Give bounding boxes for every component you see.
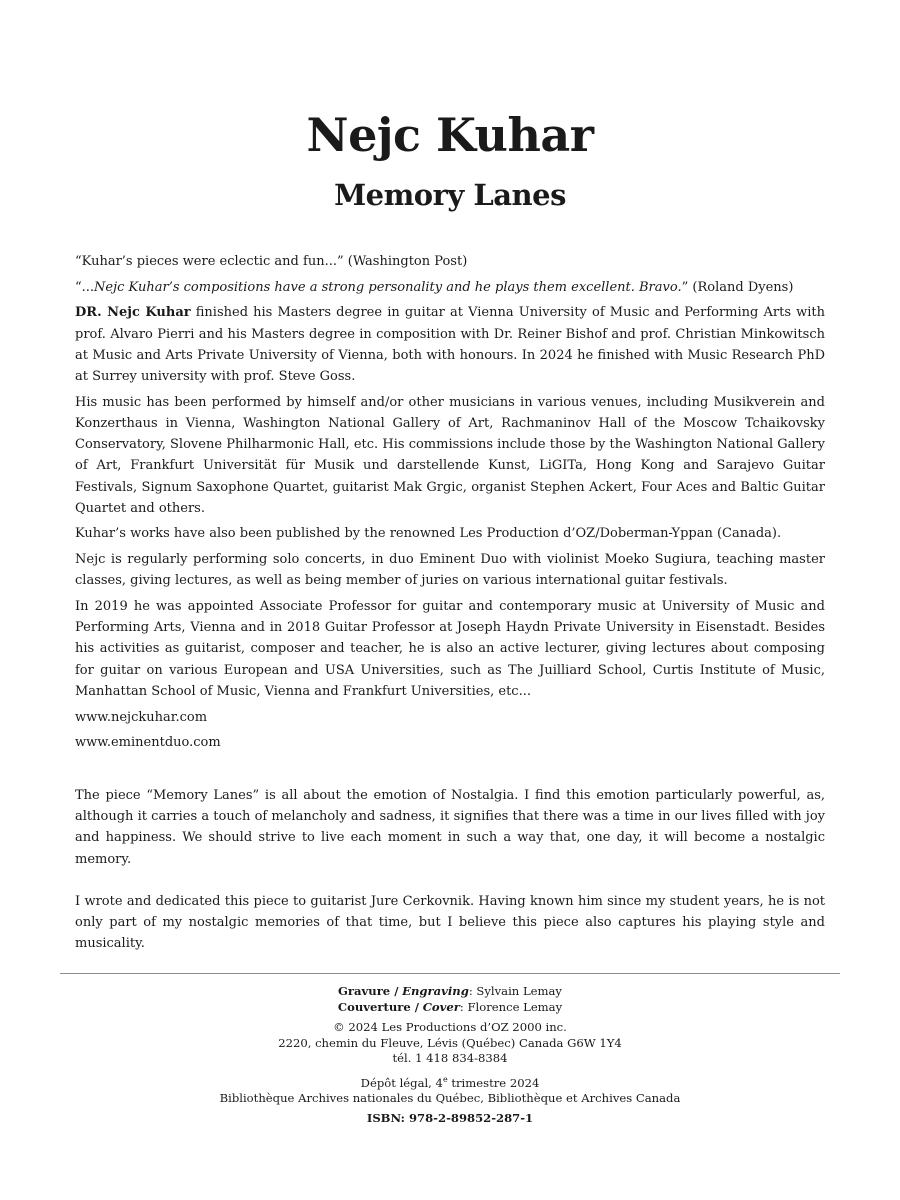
engraving-label-en: Engraving <box>402 984 469 998</box>
publisher-address: 2220, chemin du Fleuve, Lévis (Québec) Canada G6W 1Y4 <box>278 1035 622 1050</box>
piece-title: Memory Lanes <box>334 178 566 212</box>
program-note-paragraph-2: I wrote and dedicated this piece to guitarist Jure Cerkovnik. Having known him since my student years, he is not only part of my nostalgic memories of that time, but I believe this piece also captures his playing style and musicality. <box>75 893 825 952</box>
bio-name-lead: DR. Nejc Kuhar <box>75 305 191 321</box>
website-link-nejckuhar[interactable]: www.nejckuhar.com <box>75 709 208 725</box>
credits-block <box>0 984 900 1127</box>
program-note-paragraph-1: The piece “Memory Lanes” is all about the emotion of Nostalgia. I find this emotion particularly powerful, as, although it carries a touch of melancholy and sadness, it signifies that there was a time in our lives filled with joy and happiness. We should strive to live each moment in such a way that, one day, it will become a nostalgic memory. <box>75 788 825 867</box>
bio-paragraph-education <box>75 302 825 387</box>
isbn <box>0 1111 900 1127</box>
legal-deposit <box>0 1072 900 1091</box>
quote-source: (Washington Post) <box>347 254 468 269</box>
engraving-label-fr: Gravure / <box>338 984 399 998</box>
engraving-name: : Sylvain Lemay <box>468 984 562 998</box>
cover-name: : Florence Lemay <box>459 999 563 1014</box>
quote-roland-dyens <box>75 277 825 298</box>
archives-line: Bibliothèque Archives nationales du Québec, Bibliothèque et Archives Canada <box>219 1090 681 1105</box>
isbn-text: ISBN: 978-2-89852-287-1 <box>366 1111 534 1126</box>
program-note-section <box>75 785 825 975</box>
quote-washington-post <box>75 251 825 272</box>
cover-label-fr: Couverture / <box>337 999 420 1014</box>
bio-paragraph-publishing: Kuhar’s works have also been published by the renowned Les Production d’OZ/Doberman-Yppan (Canada). <box>75 526 782 542</box>
quote-open-mark: “... <box>75 279 95 295</box>
quote-text: “Kuhar’s pieces were eclectic and fun...” <box>75 254 344 269</box>
divider-line <box>60 973 840 974</box>
publisher-phone: tél. 1 418 834-8384 <box>392 1051 508 1065</box>
cover-credit <box>0 1000 900 1016</box>
legal-deposit-ordinal: e <box>442 1074 448 1084</box>
bio-text: finished his Masters degree in guitar at Vienna University of Music and Performing Arts with prof. Alvaro Pierri and his Masters degree in composition with Dr. Reiner Bishof and prof. Christian Minkowitsch at Music and Arts Private University of Vienna, both with honours. In 2024 he finished with Music Research PhD at Surrey university with prof. Steve Goss. <box>75 305 825 385</box>
copyright-line: © 2024 Les Productions d’OZ 2000 inc. <box>333 1020 567 1034</box>
quote-source: (Roland Dyens) <box>692 279 794 295</box>
bio-paragraph-teaching: In 2019 he was appointed Associate Professor for guitar and contemporary music at University of Music and Performing Arts, Vienna and in 2018 Guitar Professor at Joseph Haydn Private University in Eisenstadt. Besides his activities as guitarist, composer and teacher, he is also an active lecturer, giving lectures about composing for guitar on various European and USA Universities, such as The Juilliard School, Curtis Institute of Music, Manhattan School of Music, Vienna and Frankfurt Universities, etc... <box>75 599 825 699</box>
bio-paragraph-performances: His music has been performed by himself and/or other musicians in various venues, including Musikverein and Konzerthaus in Vienna, Washington National Gallery of Art, Rachmaninov Hall of the Moscow Tchaikovsky Conservatory, Slovene Philharmonic Hall, etc. His commissions include those by the Washington National Gallery of Art, Frankfurt Universität für Musik und darstellende Kunst, LiGITa, Hong Kong and Sarajevo Guitar Festivals, Signum Saxophone Quartet, guitarist Mak Grgic, organist Stephen Ackert, Four Aces and Baltic Guitar Quartet and others. <box>75 394 825 516</box>
website-link-eminentduo[interactable]: www.eminentduo.com <box>75 735 221 751</box>
biography-section <box>75 251 825 758</box>
legal-deposit-prefix: Dépôt légal, 4 <box>360 1075 443 1090</box>
legal-deposit-suffix: trimestre 2024 <box>447 1075 540 1090</box>
bio-paragraph-concerts: Nejc is regularly performing solo concerts, in duo Eminent Duo with violinist Moeko Sugiura, teaching master classes, giving lectures, as well as being member of juries on various international guitar festivals. <box>75 552 825 589</box>
cover-label-en: Cover <box>422 999 460 1014</box>
engraving-credit <box>0 984 900 1000</box>
composer-name: Nejc Kuhar <box>306 108 594 162</box>
quote-close-mark: ” <box>681 279 689 295</box>
quote-text: Nejc Kuhar’s compositions have a strong personality and he plays them excellent. Bravo. <box>94 279 682 295</box>
